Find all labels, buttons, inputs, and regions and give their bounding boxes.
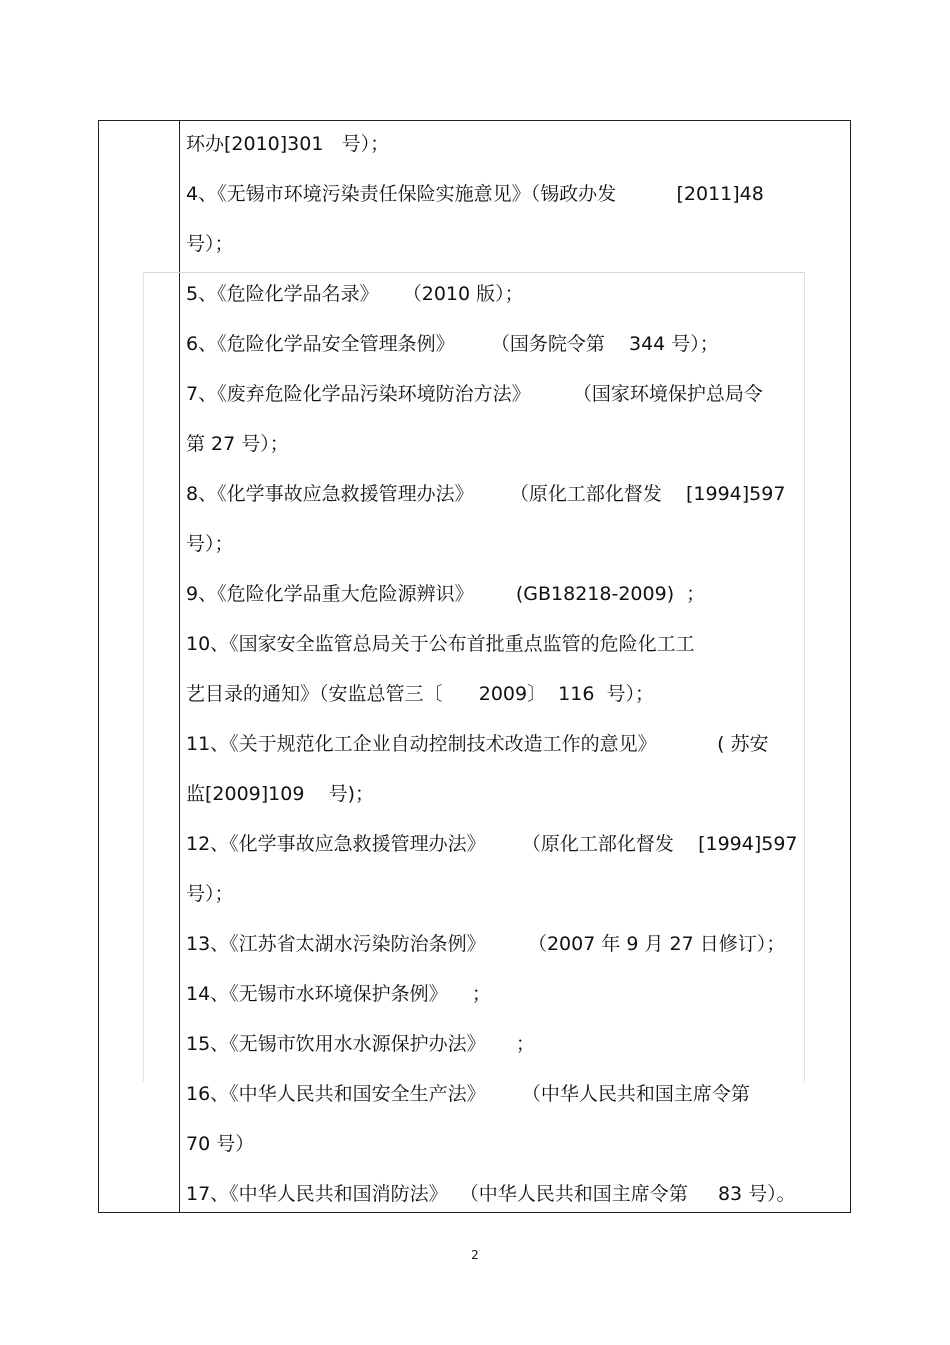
list-line: 第 27 号）； <box>186 433 289 455</box>
page-number: 2 <box>471 1248 479 1262</box>
list-line: 8、《化学事故应急救援管理办法》 （原化工部化督发 [1994]597 <box>186 483 786 505</box>
list-line: 9、《危险化学品重大危险源辨识》 (GB18218-2009) ； <box>186 583 706 605</box>
list-line: 12、《化学事故应急救援管理办法》 （原化工部化督发 [1994]597 <box>186 833 798 855</box>
regulation-list <box>186 119 842 1219</box>
list-line: 号）； <box>186 883 234 905</box>
list-line: 70 号） <box>186 1133 255 1155</box>
column-divider <box>179 121 180 1212</box>
list-line: 15、《无锡市饮用水水源保护办法》 ； <box>186 1033 535 1055</box>
list-line: 号）； <box>186 533 234 555</box>
list-line: 环办[2010]301 号）； <box>186 133 390 155</box>
list-line: 13、《江苏省太湖水污染防治条例》 （2007 年 9 月 27 日修订）； <box>186 933 786 955</box>
list-line: 11、《关于规范化工企业自动控制技术改造工作的意见》 ( 苏安 <box>186 733 769 755</box>
list-line: 14、《无锡市水环境保护条例》 ； <box>186 983 491 1005</box>
list-line: 16、《中华人民共和国安全生产法》 （中华人民共和国主席令第 <box>186 1083 750 1105</box>
list-line: 监[2009]109 号)； <box>186 783 375 805</box>
list-line: 艺目录的通知》（安监总管三〔 2009〕 116 号）； <box>186 683 655 705</box>
list-line: 10、《国家安全监管总局关于公布首批重点监管的危险化工工 <box>186 633 695 655</box>
list-line: 4、《无锡市环境污染责任保险实施意见》（锡政办发 [2011]48 <box>186 183 764 205</box>
list-line: 17、《中华人民共和国消防法》 （中华人民共和国主席令第 83 号）。 <box>186 1183 796 1205</box>
list-line: 5、《危险化学品名录》 （2010 版）； <box>186 283 524 305</box>
list-line: 6、《危险化学品安全管理条例》 （国务院令第 344 号）； <box>186 333 719 355</box>
list-line: 号）； <box>186 233 234 255</box>
list-line: 7、《废弃危险化学品污染环境防治方法》 （国家环境保护总局令 <box>186 383 763 405</box>
